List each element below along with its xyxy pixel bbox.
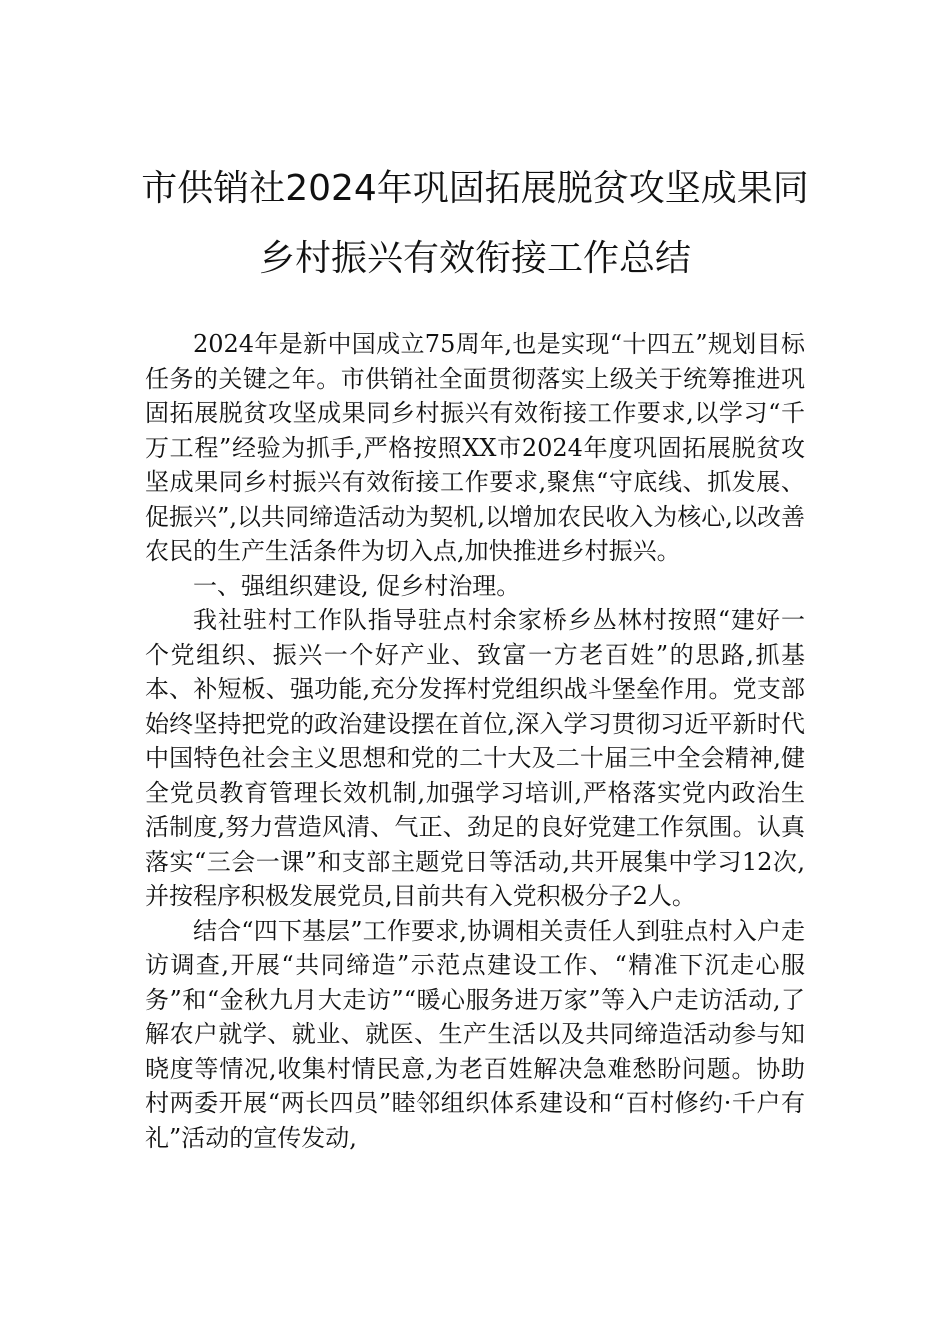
document-title-line-2: 乡村振兴有效衔接工作总结 [258,238,691,279]
paragraph-grassroots-visits: 结合“四下基层”工作要求,协调相关责任人到驻点村入户走访调查,开展“共同缔造”示范点建设工作、“精准下沉走心服务”和“金秋九月大走访”“暖心服务进万家”等入户走访活动,了解农户就学、就业、就医、生产生活以及共同缔造活动参与知晓度等情况,收集村情民意,为老百姓解决急难愁盼问题。协助村两委开展“两长四员”睦邻组织体系建设和“百村修约·千户有礼”活动的宣传发动, [145,916,805,1152]
document-body [145,327,805,1155]
document-title-line-1: 市供销社2024年巩固拓展脱贫攻坚成果同 [141,168,809,209]
paragraph-intro: 2024年是新中国成立75周年,也是实现“十四五”规划目标任务的关键之年。市供销社全面贯彻落实上级关于统筹推进巩固拓展脱贫攻坚成果同乡村振兴有效衔接工作要求,以学习“千万工程”经验为抓手,严格按照XX市2024年度巩固拓展脱贫攻坚成果同乡村振兴有效衔接工作要求,聚焦“守底线、抓发展、促振兴”,以共同缔造活动为契机,以增加农民收入为核心,以改善农民的生产生活条件为切入点,加快推进乡村振兴。 [145,330,805,565]
section-heading-1: 一、强组织建设, 促乡村治理。 [193,571,521,600]
paragraph-party-building: 我社驻村工作队指导驻点村余家桥乡丛林村按照“建好一个党组织、振兴一个好产业、致富一方老百姓”的思路,抓基本、补短板、强功能,充分发挥村党组织战斗堡垒作用。党支部始终坚持把党的政治建设摆在首位,深入学习贯彻习近平新时代中国特色社会主义思想和党的二十大及二十届三中全会精神,健全党员教育管理长效机制,加强学习培训,严格落实党内政治生活制度,努力营造风清、气正、劲足的良好党建工作氛围。认真落实“三会一课”和支部主题党日等活动,共开展集中学习12次,并按程序积极发展党员,目前共有入党积极分子2人。 [145,606,805,910]
